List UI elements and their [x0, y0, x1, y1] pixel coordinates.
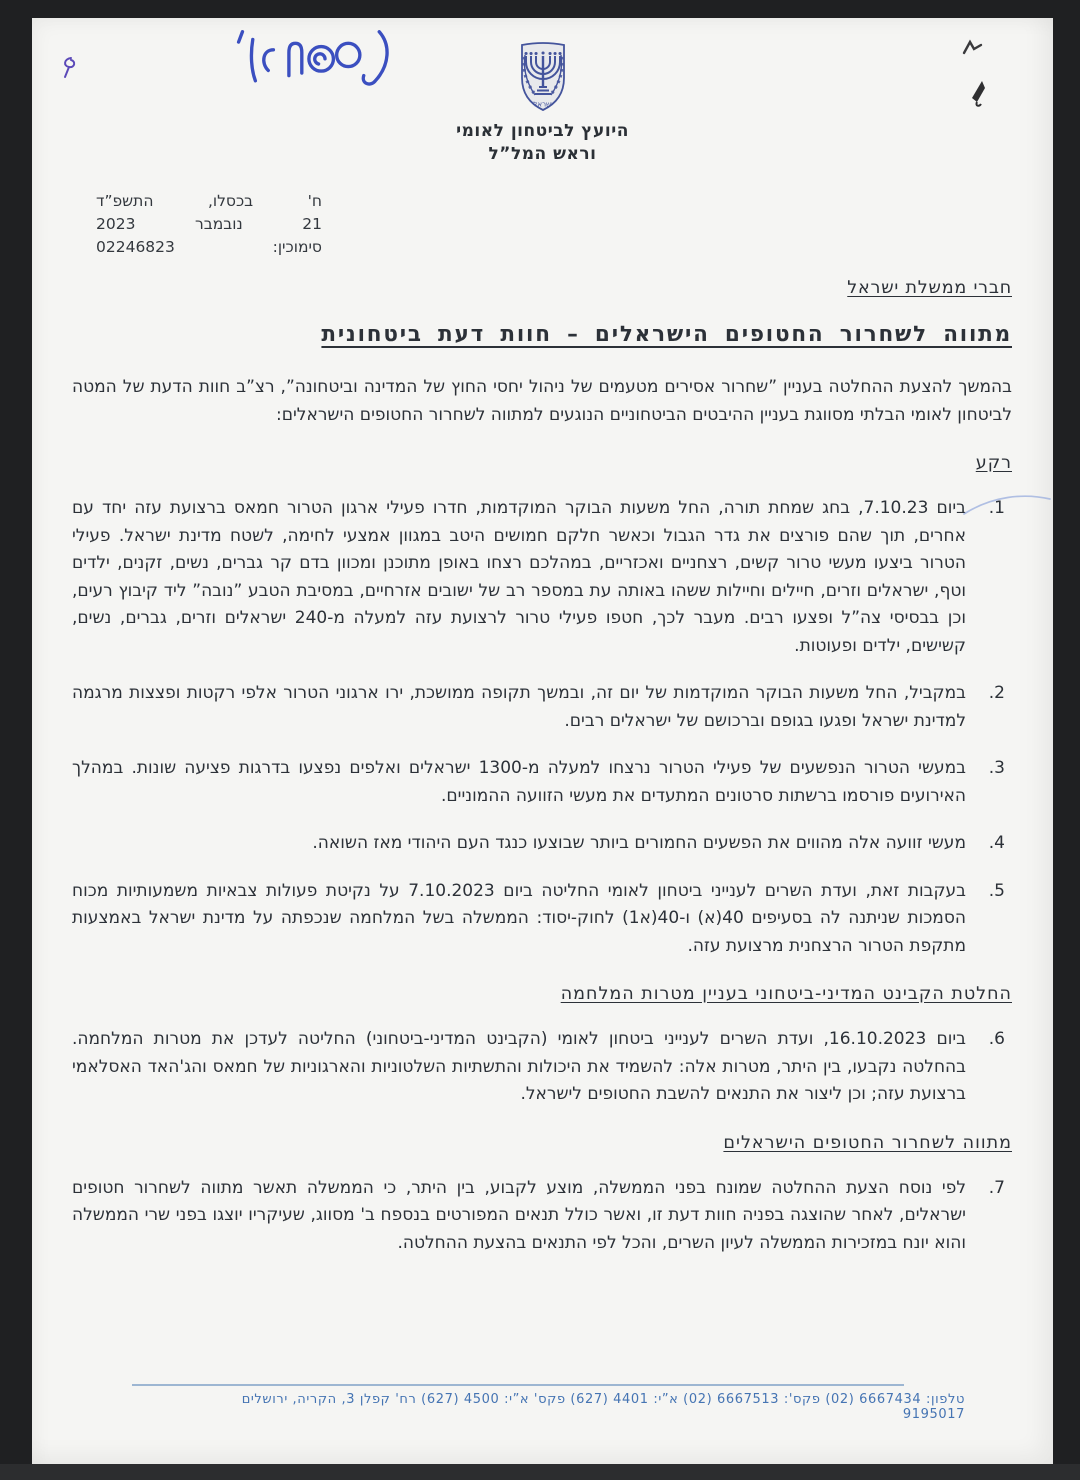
item-text: במעשי הטרור הנפשעים של פעילי הטרור נרצחו למעלה מ-1300 ישראלים ואלפים נפצעו בדרגות פציעה שונות. במהלך האירועים פורסמו ברשתות סרטונים המתעדים את מעשי הזוועה ההמוניים.	[72, 758, 967, 806]
hebrew-year: התשפ”ד	[96, 192, 154, 210]
org-title-line1: היועץ לביטחון לאומי	[456, 121, 629, 141]
item-text: לפי נוסח הצעת ההחלטה שמונח בפני הממשלה, מוצע לקבוע, בין היתר, כי הממשלה תאשר מתווה לשחרור חטופים ישראלים, לאחר שהוצגה בפניה חוות דעת זו, ואשר כולל תנאים המפורטים בנספח ב' מסווג, שעיקריו יוצגו בפני שרי הממשלה והוא יונח במזכירות הממשלה לעיון השרים, והכל לפי התנאים בהצעת ההחלטה.	[72, 1177, 966, 1253]
item-text: ביום 7.10.23, בחג שמחת תורה, החל משעות הבוקר המוקדמות, חדרו פעילי ארגון הטרור חמאס ברצועת עזה יחד עם אחרים, תוך שהם פורצים את גדר הגבול וכאשר חלקם חמושים היטב במגוון אמצעי לחימה, לשטח מדינת ישראל. פעילי הטרור ביצעו מעשי טרור קשים, רצחניים ואכזריים, במהלכם רצחו באופן מתוכנן ומכוון בדם קר גברים, נשים, זקנים, ילדים וטף, ישראלים וזרים, חיילים וחיילות ששהו באותה עת במספר רב של ישובים אזרחיים, במסיבת הטבע ”נובה” ליד קיבוץ רעים, וכן בבסיסי צה”ל ופצעו רבים. מעבר לכך, חטפו פעילי טרור לרצועת עזה למעלה מ-240 ישראלים וזרים, גברים, נשים, קשישים, ילדים ופעוטות.	[72, 498, 966, 656]
addressee-line: חברי ממשלת ישראל	[847, 278, 1012, 298]
ink-mark	[961, 38, 985, 60]
item-number: 7.	[988, 1177, 1005, 1198]
footer-divider	[132, 1384, 904, 1386]
item-number: 2.	[988, 683, 1005, 703]
emblem-caption: ישראל	[532, 100, 553, 109]
document-title: מתווה לשחרור החטופים הישראלים – חוות דעת ביטחונית	[321, 322, 1012, 347]
numbered-item	[72, 878, 1012, 961]
letterhead	[32, 18, 1053, 166]
israel-state-emblem-icon	[512, 40, 574, 116]
section-heading: מתווה לשחרור החטופים הישראלים	[723, 1132, 1012, 1153]
sections-container	[72, 453, 1012, 1257]
numbered-item	[72, 495, 1012, 660]
item-text: מעשי זוועה אלה מהווים את הפשעים החמורים ביותר שבוצעו כנגד העם היהודי מאז השואה.	[312, 833, 966, 853]
civil-month: נובמבר	[195, 215, 243, 233]
item-number: 6.	[988, 1029, 1005, 1049]
footer-contact-line: טלפון: 6667434 (02) פקס': 6667513 (02) א”י: 4401 (627) פקס' א”י: 4500 (627) רח' קפלן 3, הקריה, ירושלים 9195017	[241, 1392, 965, 1422]
item-text: בעקבות זאת, ועדת השרים לענייני ביטחון לאומי החליטה ביום 7.10.2023 על נקיטת פעולות צבאיות משמעותיות מכוח הסמכות שניתנה לה בסעיפים 40(א) ו-40(א1) לחוק-יסוד: הממשלה בשל המלחמה שנכפתה על מדינת ישראל באמצעות מתקפת הטרור הרצחנית מרצועת עזה.	[72, 880, 966, 956]
handwritten-note	[232, 24, 400, 104]
item-text: במקביל, החל משעות הבוקר המוקדמות של יום זה, ובמשך תקופה ממושכת, ירו ארגוני הטרור אלפי רקטות ופצצות מרגמה למדינת ישראל ופגעו בגופם וברכושם של ישראלים רבים.	[72, 683, 966, 731]
pen-scribble-mark	[60, 54, 82, 82]
reference-number: 02246823	[96, 238, 175, 256]
letter-body	[32, 278, 1053, 1257]
civil-date-row	[96, 213, 322, 236]
numbered-item	[72, 1175, 1012, 1258]
numbered-item	[72, 1026, 1012, 1109]
numbered-item	[72, 755, 1012, 810]
item-number: 3.	[988, 758, 1005, 778]
reference-label: סימוכין:	[272, 238, 322, 256]
item-text: ביום 16.10.2023, ועדת השרים לענייני ביטחון לאומי (הקבינט המדיני-ביטחוני) החליטה לעדכן את מטרות המלחמה. בהחלטה נקבעו, בין היתר, מטרות אלה: להשמיד את היכולות והתשתיות השלטוניות והארגוניות של חמאס והג'האד האסלאמי ברצועת עזה; וכן ליצור את התנאים להשבת החטופים לישראל.	[72, 1029, 966, 1104]
date-reference-block	[96, 190, 322, 259]
civil-day: 21	[302, 215, 322, 233]
numbered-item	[72, 680, 1012, 735]
section-heading: רקע	[975, 453, 1012, 473]
item-number: 5.	[988, 880, 1005, 901]
reference-row	[96, 236, 322, 259]
intro-paragraph: בהמשך להצעת ההחלטה בעניין ”שחרור אסירים מטעמים של ניהול יחסי החוץ של המדינה וביטחונה”, רצ”ב חוות הדעת של המטה לביטחון לאומי הבלתי מסווגת בעניין ההיבטים הביטחוניים הנוגעים למתווה לשחרור החטופים הישראלים:	[72, 377, 1012, 425]
item-number: 1.	[988, 498, 1005, 518]
section-heading: החלטת הקבינט המדיני-ביטחוני בעניין מטרות המלחמה	[560, 984, 1012, 1004]
faint-pen-curve	[962, 490, 1054, 520]
org-title-line2: וראש המל”ל	[488, 144, 597, 164]
item-number: 4.	[988, 833, 1005, 853]
ink-mark	[967, 78, 993, 108]
hebrew-day: ח'	[307, 192, 322, 210]
civil-year: 2023	[96, 215, 136, 233]
numbered-item	[72, 830, 1012, 858]
scan-bottom-strip	[0, 1464, 1080, 1480]
hebrew-date-row	[96, 190, 322, 213]
hebrew-month: בכסלו,	[207, 192, 254, 210]
document-page	[32, 18, 1053, 1464]
